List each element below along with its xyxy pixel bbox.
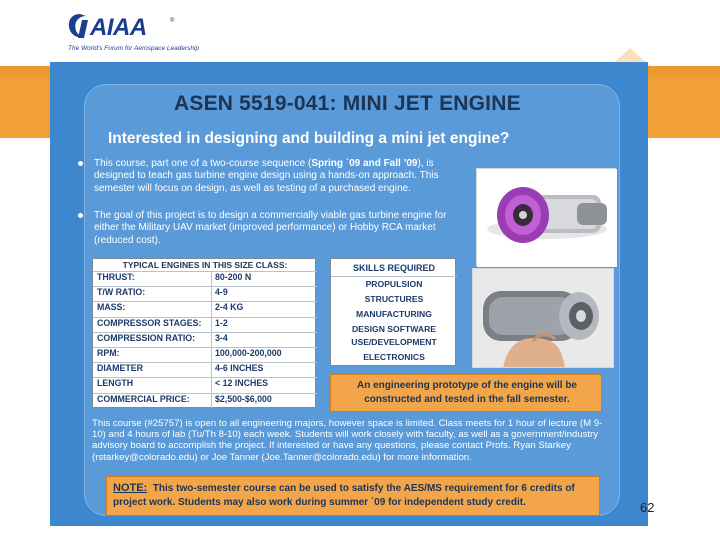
table-title: TYPICAL ENGINES IN THIS SIZE CLASS: xyxy=(122,260,288,270)
hand-held-engine-icon xyxy=(473,269,614,368)
skill-item: MANUFACTURING xyxy=(356,309,432,319)
row-label: LENGTH xyxy=(97,378,134,389)
engine-photo-purple xyxy=(476,168,616,266)
skill-item: DESIGN SOFTWARE xyxy=(351,324,437,334)
row-value: < 12 INCHES xyxy=(215,378,269,389)
note-label: NOTE: xyxy=(113,482,148,494)
skills-title: SKILLS REQUIRED xyxy=(352,263,435,273)
row-value: 100,000-200,000 xyxy=(215,348,282,358)
purple-jet-engine-icon xyxy=(477,169,617,267)
logo-trademark: ® xyxy=(170,18,175,24)
skill-item: STRUCTURES xyxy=(364,294,424,304)
bullet-course-description xyxy=(78,158,478,206)
row-value: 80-200 N xyxy=(215,272,252,282)
row-label: RPM: xyxy=(97,348,120,358)
aiaa-logo xyxy=(66,12,200,56)
flyer-subtitle: Interested in designing and building a mini jet engine? xyxy=(108,130,510,147)
row-value: 4-9 xyxy=(215,287,228,298)
bullet-project-goal xyxy=(78,210,478,250)
typical-engines-table xyxy=(92,258,316,408)
course-info-paragraph: This course (#25757) is open to all engineering majors, however space is limited. Class meets for 1 hour of lecture (M 9-10) and 4 hours of lab (Tu/Th 8-10) each week. Students will work closely with faculty, as well as a government/industry advisory board to accomplish the project. If interested or have any questions, please contact Profs. Ryan Starkey (rstarkey@colorado.edu) or Joe Tanner (Joe.Tanner@colorado.edu) for more information. xyxy=(92,418,603,463)
bullet-text: The goal of this project is to design a commercially viable gas turbine engine for either the Military UAV market (improved performance) or Hobby RCA market (reduced cost). xyxy=(94,210,447,246)
row-label: MASS: xyxy=(97,302,126,313)
row-label: COMMERCIAL PRICE: xyxy=(97,393,190,404)
table-row xyxy=(93,362,317,374)
bullet-text: This course, part one of a two-course sequence (Spring `09 and Fall ’09), is designed to teach gas turbine engine design using a hands-on approach. This semester will focus on design, as well as testing of a purchased engine. xyxy=(94,158,439,194)
row-label: COMPRESSION RATIO: xyxy=(97,332,196,343)
table-row xyxy=(93,393,317,405)
row-label: COMPRESSOR STAGES: xyxy=(97,317,202,328)
table-row xyxy=(93,317,317,329)
row-value: 4-6 INCHES xyxy=(215,363,264,374)
row-value: 3-4 xyxy=(215,332,228,343)
row-label: DIAMETER xyxy=(97,363,143,374)
skills-required-box xyxy=(330,258,456,366)
note-body: This two-semester course can be used to satisfy the AES/MS requirement for 6 credits of project work. Students may also work during summer `09 for independent study credit. xyxy=(113,483,575,508)
table-row xyxy=(93,271,317,283)
row-value: 1-2 xyxy=(215,317,228,328)
row-value: $2,500-$6,000 xyxy=(215,393,272,404)
note-text xyxy=(113,481,597,510)
note-callout xyxy=(106,476,600,516)
row-value: 2-4 KG xyxy=(215,302,244,313)
bullet-dot xyxy=(78,161,83,166)
bullet-dot xyxy=(78,213,83,218)
logo-wordmark: AIAA xyxy=(90,14,147,41)
table-row xyxy=(93,377,317,389)
skill-item: USE/DEVELOPMENT xyxy=(351,337,437,347)
table-row xyxy=(93,286,317,298)
table-row xyxy=(93,332,317,344)
prototype-text: An engineering prototype of the engine will be constructed and tested in the fall semester. xyxy=(356,380,577,405)
table-row xyxy=(93,301,317,313)
skill-item: ELECTRONICS xyxy=(363,352,425,362)
row-label: THRUST: xyxy=(97,272,135,282)
engine-photo-in-hand xyxy=(472,268,614,368)
prototype-callout xyxy=(330,374,602,412)
table-row xyxy=(93,347,317,359)
flyer-title: ASEN 5519-041: MINI JET ENGINE xyxy=(174,92,521,115)
skill-item: PROPULSION xyxy=(365,279,423,289)
skills-divider xyxy=(331,276,457,277)
row-label: T/W RATIO: xyxy=(97,287,146,298)
page-number: 62 xyxy=(640,500,655,515)
logo-tagline: The World's Forum for Aerospace Leadership xyxy=(68,45,200,52)
